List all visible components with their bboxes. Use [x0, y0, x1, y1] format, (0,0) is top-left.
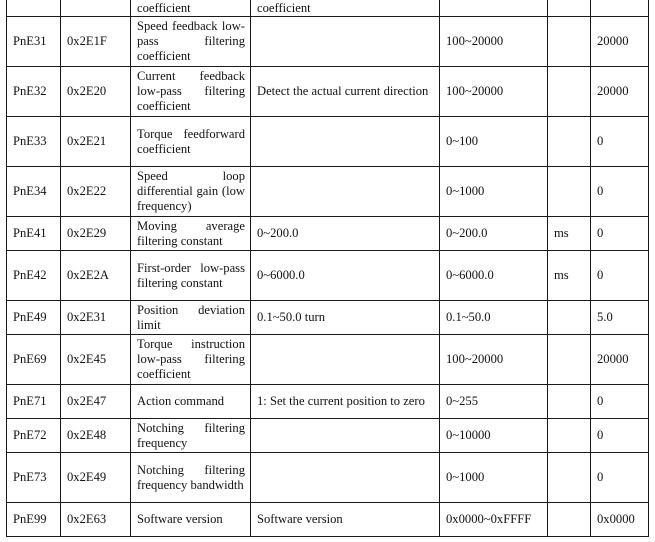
param-cell: PnE34: [7, 167, 61, 217]
default-cell: 0: [591, 385, 649, 419]
address-cell: 0x2E22: [61, 167, 131, 217]
address-cell: 0x2E47: [61, 385, 131, 419]
table-row: [7, 335, 649, 385]
unit-cell: [548, 335, 591, 385]
address-cell: 0x2E49: [61, 453, 131, 503]
name-cell: Action command: [131, 385, 251, 419]
name-cell: Moving average filtering constant: [131, 217, 251, 251]
name-cell: coefficient: [131, 0, 251, 17]
description-cell: [251, 335, 440, 385]
default-cell: 0: [591, 217, 649, 251]
range-cell: 0~200.0: [440, 217, 548, 251]
address-cell: 0x2E21: [61, 117, 131, 167]
param-cell: PnE42: [7, 251, 61, 301]
range-cell: 100~20000: [440, 335, 548, 385]
description-cell: 0.1~50.0 turn: [251, 301, 440, 335]
range-cell: 0~1000: [440, 453, 548, 503]
default-cell: 0: [591, 251, 649, 301]
address-cell: 0x2E20: [61, 67, 131, 117]
range-cell: 0~100: [440, 117, 548, 167]
name-cell: Notching filtering frequency bandwidth: [131, 453, 251, 503]
name-cell: Speed feedback low-pass filtering coefficient: [131, 17, 251, 67]
description-cell: 0~200.0: [251, 217, 440, 251]
table-row: [7, 503, 649, 537]
unit-cell: [548, 167, 591, 217]
description-cell: [251, 117, 440, 167]
name-cell: Speed loop differential gain (low frequency): [131, 167, 251, 217]
param-cell: [7, 0, 61, 17]
address-cell: 0x2E63: [61, 503, 131, 537]
table-row: [7, 301, 649, 335]
range-cell: 100~20000: [440, 17, 548, 67]
name-cell: First-order low-pass filtering constant: [131, 251, 251, 301]
param-cell: PnE99: [7, 503, 61, 537]
param-cell: PnE41: [7, 217, 61, 251]
address-cell: 0x2E31: [61, 301, 131, 335]
param-cell: PnE49: [7, 301, 61, 335]
param-cell: PnE73: [7, 453, 61, 503]
unit-cell: [548, 453, 591, 503]
unit-cell: [548, 0, 591, 17]
table-row: [7, 67, 649, 117]
range-cell: 100~20000: [440, 67, 548, 117]
table-row: [7, 117, 649, 167]
table-row: [7, 453, 649, 503]
unit-cell: [548, 67, 591, 117]
name-cell: Software version: [131, 503, 251, 537]
description-cell: Detect the actual current direction: [251, 67, 440, 117]
address-cell: 0x2E29: [61, 217, 131, 251]
table-row: [7, 17, 649, 67]
unit-cell: ms: [548, 217, 591, 251]
default-cell: 5.0: [591, 301, 649, 335]
param-cell: PnE72: [7, 419, 61, 453]
default-cell: [591, 0, 649, 17]
default-cell: 0: [591, 117, 649, 167]
name-cell: Torque instruction low-pass filtering coefficient: [131, 335, 251, 385]
range-cell: 0.1~50.0: [440, 301, 548, 335]
name-cell: Position deviation limit: [131, 301, 251, 335]
table-row: [7, 419, 649, 453]
description-cell: [251, 17, 440, 67]
default-cell: 0: [591, 419, 649, 453]
description-cell: Software version: [251, 503, 440, 537]
table-row: [7, 251, 649, 301]
parameter-table-body: [7, 0, 649, 537]
description-cell: 0~6000.0: [251, 251, 440, 301]
address-cell: 0x2E45: [61, 335, 131, 385]
unit-cell: [548, 385, 591, 419]
table-row: [7, 385, 649, 419]
param-cell: PnE33: [7, 117, 61, 167]
unit-cell: [548, 301, 591, 335]
param-cell: PnE32: [7, 67, 61, 117]
description-cell: [251, 419, 440, 453]
default-cell: 20000: [591, 17, 649, 67]
address-cell: 0x2E1F: [61, 17, 131, 67]
default-cell: 20000: [591, 335, 649, 385]
description-cell: 1: Set the current position to zero: [251, 385, 440, 419]
description-cell: [251, 167, 440, 217]
range-cell: 0~10000: [440, 419, 548, 453]
unit-cell: [548, 17, 591, 67]
name-cell: Notching filtering frequency: [131, 419, 251, 453]
name-cell: Current feedback low-pass filtering coefficient: [131, 67, 251, 117]
param-cell: PnE69: [7, 335, 61, 385]
unit-cell: [548, 503, 591, 537]
name-cell: Torque feedforward coefficient: [131, 117, 251, 167]
param-cell: PnE31: [7, 17, 61, 67]
table-row: [7, 167, 649, 217]
default-cell: 0: [591, 453, 649, 503]
range-cell: 0~6000.0: [440, 251, 548, 301]
range-cell: 0~1000: [440, 167, 548, 217]
param-cell: PnE71: [7, 385, 61, 419]
range-cell: 0x0000~0xFFFF: [440, 503, 548, 537]
range-cell: 0~255: [440, 385, 548, 419]
description-cell: [251, 453, 440, 503]
default-cell: 0x0000: [591, 503, 649, 537]
address-cell: [61, 0, 131, 17]
unit-cell: [548, 117, 591, 167]
default-cell: 0: [591, 167, 649, 217]
address-cell: 0x2E2A: [61, 251, 131, 301]
address-cell: 0x2E48: [61, 419, 131, 453]
unit-cell: [548, 419, 591, 453]
range-cell: [440, 0, 548, 17]
default-cell: 20000: [591, 67, 649, 117]
table-row: [7, 0, 649, 17]
parameter-table: [6, 0, 649, 537]
unit-cell: ms: [548, 251, 591, 301]
table-row: [7, 217, 649, 251]
description-cell: coefficient: [251, 0, 440, 17]
